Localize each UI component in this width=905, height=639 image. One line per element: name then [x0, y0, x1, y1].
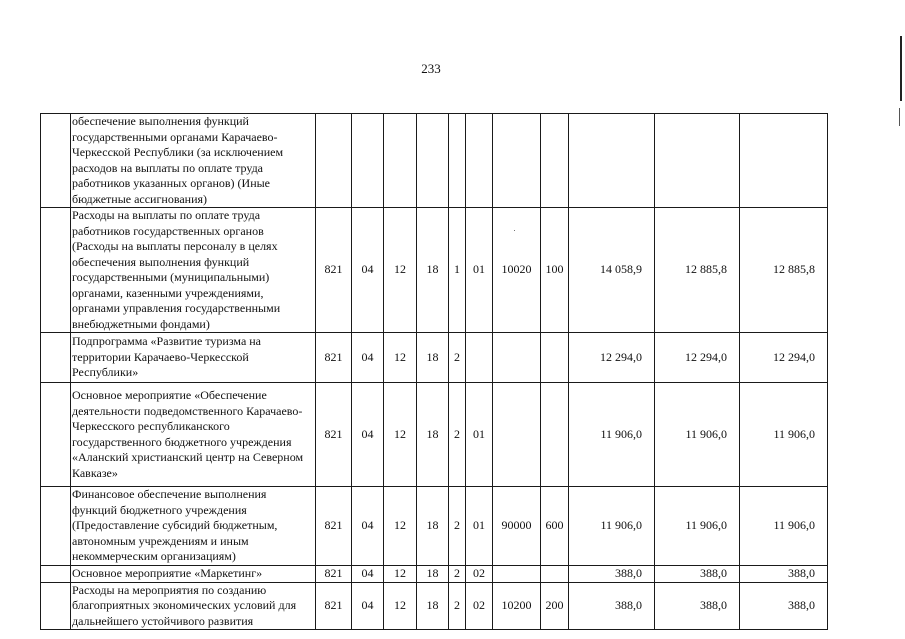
- amount-year3-cell: [740, 114, 828, 208]
- amount-year1-cell: [569, 114, 655, 208]
- admin-code-cell: 821: [316, 208, 352, 333]
- scan-edge-mark: [899, 108, 900, 126]
- table-row: [41, 333, 828, 383]
- direction-code-cell: [493, 333, 541, 383]
- expense-type-cell: 100: [541, 208, 569, 333]
- section-code-cell: 04: [352, 383, 384, 487]
- subsection-code-cell: 12: [384, 487, 417, 566]
- admin-code-cell: [316, 114, 352, 208]
- row-name-cell: [41, 208, 316, 333]
- amount-year3-cell: 11 906,0: [740, 487, 828, 566]
- subprogram-code-cell: 2: [449, 582, 466, 630]
- amount-year2-cell: 11 906,0: [655, 383, 740, 487]
- section-code-cell: 04: [352, 487, 384, 566]
- subprogram-code-cell: 2: [449, 565, 466, 582]
- expense-type-cell: 200: [541, 582, 569, 630]
- subprogram-code-cell: 2: [449, 487, 466, 566]
- section-code-cell: 04: [352, 208, 384, 333]
- row-name: Подпрограмма «Развитие туризма на территории Карачаево-Черкесской Республики»: [72, 334, 262, 380]
- amount-year1-cell: 12 294,0: [569, 333, 655, 383]
- row-name-cell: [41, 487, 316, 566]
- activity-code-cell: 01: [466, 487, 493, 566]
- amount-year3-cell: 12 885,8: [740, 208, 828, 333]
- expense-type-cell: [541, 333, 569, 383]
- expense-type-cell: 600: [541, 487, 569, 566]
- amount-year1-cell: 388,0: [569, 582, 655, 630]
- direction-code-cell: [493, 114, 541, 208]
- direction-code-cell: [493, 383, 541, 487]
- section-code-cell: [352, 114, 384, 208]
- subsection-code-cell: 12: [384, 208, 417, 333]
- section-code-cell: 04: [352, 565, 384, 582]
- expense-type-cell: [541, 383, 569, 487]
- amount-year1-cell: 14 058,9: [569, 208, 655, 333]
- amount-year2-cell: 11 906,0: [655, 487, 740, 566]
- row-name-cell: [41, 383, 316, 487]
- program-code-cell: [417, 114, 449, 208]
- admin-code-cell: 821: [316, 383, 352, 487]
- budget-table: [40, 113, 828, 630]
- scan-edge-mark: [900, 36, 902, 101]
- amount-year3-cell: 388,0: [740, 565, 828, 582]
- row-name-cell: [41, 582, 316, 630]
- program-code-cell: 18: [417, 565, 449, 582]
- direction-code-cell: [493, 565, 541, 582]
- admin-code-cell: 821: [316, 582, 352, 630]
- row-name: Финансовое обеспечение выполнения функций бюджетного учреждения (Предоставление субсидий бюджетным, автономным учреждениям и иным некоммерческим организациям): [72, 487, 278, 563]
- direction-code-cell: 10020: [493, 208, 541, 333]
- subsection-code-cell: 12: [384, 565, 417, 582]
- activity-code-cell: 02: [466, 565, 493, 582]
- subsection-code-cell: 12: [384, 383, 417, 487]
- activity-code-cell: 02: [466, 582, 493, 630]
- program-code-cell: 18: [417, 383, 449, 487]
- amount-year3-cell: 11 906,0: [740, 383, 828, 487]
- table-row: [41, 582, 828, 630]
- admin-code-cell: 821: [316, 487, 352, 566]
- direction-code-cell: 90000: [493, 487, 541, 566]
- amount-year3-cell: 12 294,0: [740, 333, 828, 383]
- table-row: [41, 565, 828, 582]
- row-name: обеспечение выполнения функций государственными органами Карачаево-Черкесской Республики (за исключением расходов на выплаты по оплате труда работников указанных органов) (Иные бюджетные ассигнования): [72, 114, 284, 206]
- amount-year1-cell: 11 906,0: [569, 383, 655, 487]
- table-row: [41, 208, 828, 333]
- subprogram-code-cell: 2: [449, 383, 466, 487]
- expense-type-cell: [541, 114, 569, 208]
- subprogram-code-cell: 2: [449, 333, 466, 383]
- row-name-cell: [41, 114, 316, 208]
- program-code-cell: 18: [417, 333, 449, 383]
- subsection-code-cell: 12: [384, 582, 417, 630]
- amount-year2-cell: 388,0: [655, 565, 740, 582]
- amount-year1-cell: 388,0: [569, 565, 655, 582]
- admin-code-cell: 821: [316, 565, 352, 582]
- amount-year3-cell: 388,0: [740, 582, 828, 630]
- subprogram-code-cell: [449, 114, 466, 208]
- activity-code-cell: 01: [466, 383, 493, 487]
- activity-code-cell: [466, 333, 493, 383]
- section-code-cell: 04: [352, 582, 384, 630]
- section-code-cell: 04: [352, 333, 384, 383]
- amount-year2-cell: 12 294,0: [655, 333, 740, 383]
- amount-year2-cell: 388,0: [655, 582, 740, 630]
- subprogram-code-cell: 1: [449, 208, 466, 333]
- direction-code-cell: 10200: [493, 582, 541, 630]
- row-name: Основное мероприятие «Обеспечение деятельности подведомственного Карачаево-Черкесского республиканского государственного бюджетного учреждения «Аланский христианский центр на Северном Кавказе»: [72, 388, 304, 480]
- expense-type-cell: [541, 565, 569, 582]
- table-row: [41, 487, 828, 566]
- row-name: Расходы на выплаты по оплате труда работников государственных органов (Расходы на выплаты персоналу в целях обеспечения выполнения функций государственными (муниципальными) органами, казенными учреждениями, органами управления государственными внебюджетными фондами): [72, 208, 281, 331]
- subsection-code-cell: 12: [384, 333, 417, 383]
- amount-year2-cell: [655, 114, 740, 208]
- program-code-cell: 18: [417, 208, 449, 333]
- amount-year2-cell: 12 885,8: [655, 208, 740, 333]
- subsection-code-cell: [384, 114, 417, 208]
- activity-code-cell: 01: [466, 208, 493, 333]
- row-name-cell: [41, 333, 316, 383]
- table-row: [41, 383, 828, 487]
- row-name: Расходы на мероприятия по созданию благоприятных экономических условий для дальнейшего устойчивого развития: [72, 582, 297, 628]
- admin-code-cell: 821: [316, 333, 352, 383]
- table-row: [41, 114, 828, 208]
- row-name: Основное мероприятие «Маркетинг»: [72, 565, 263, 580]
- page-number: 233: [421, 61, 441, 76]
- amount-year1-cell: 11 906,0: [569, 487, 655, 566]
- program-code-cell: 18: [417, 487, 449, 566]
- activity-code-cell: [466, 114, 493, 208]
- program-code-cell: 18: [417, 582, 449, 630]
- row-name-cell: [41, 565, 316, 582]
